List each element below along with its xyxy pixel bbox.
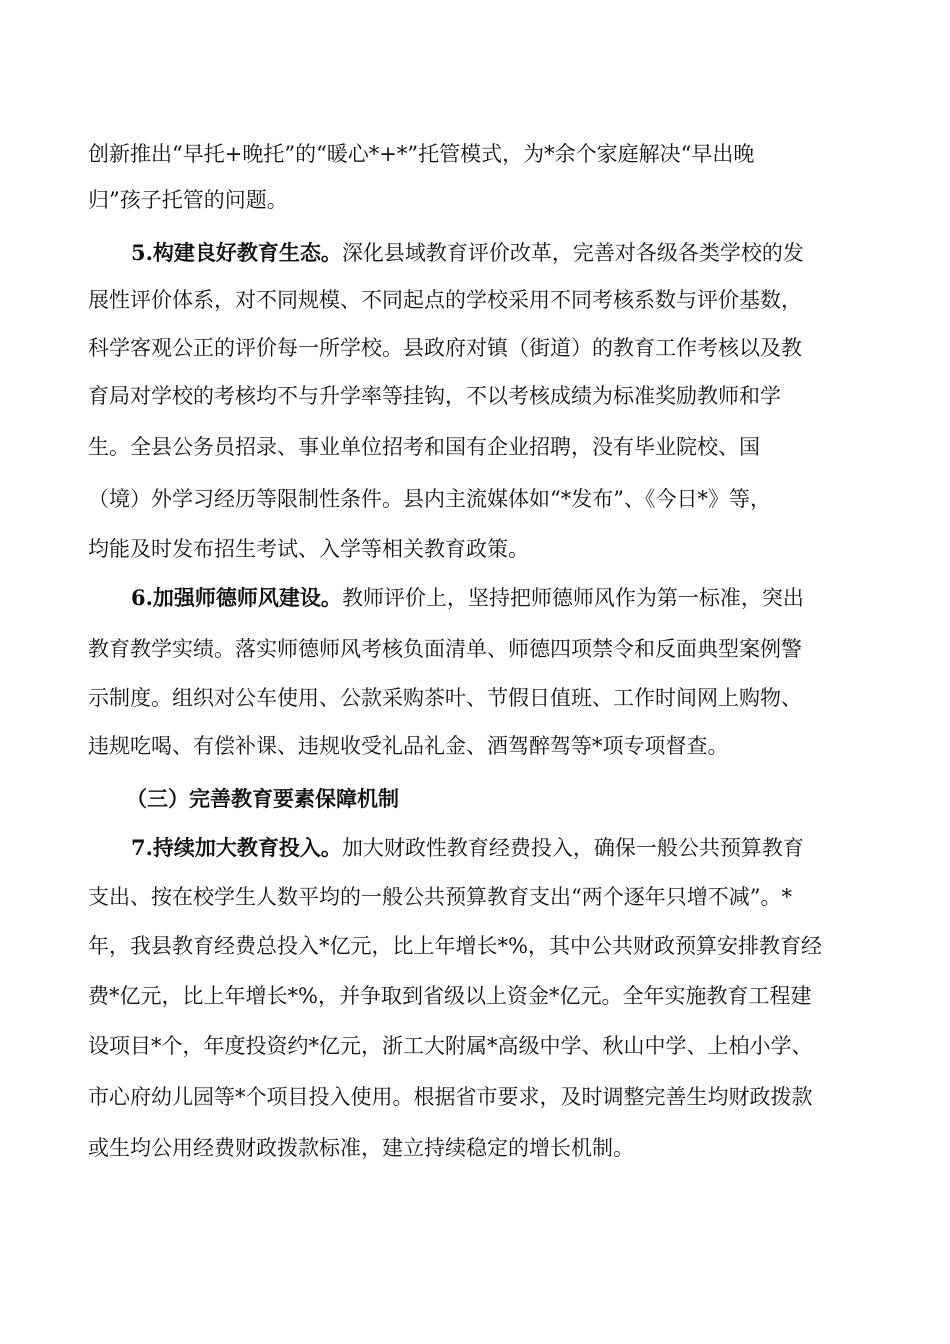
item-5-text: 深化县域教育评价改革，完善对各级各类学校的发 — [341, 241, 804, 265]
item-7-line-7: 或生均公用经费财政拨款标准，建立持续稳定的增长机制。 — [88, 1136, 634, 1160]
item-7-line-3: 年，我县教育经费总投入*亿元，比上年增长*%，其中公共财政预算安排教育经 — [88, 934, 822, 958]
item-6-line-1 — [131, 583, 804, 613]
item-5-line-5: 生。全县公务员招录、事业单位招考和国有企业招聘，没有毕业院校、国 — [88, 435, 760, 459]
item-5-heading: 5.构建良好教育生态。 — [131, 240, 342, 265]
item-7-text: 加大财政性教育经费投入，确保一般公共预算教育 — [341, 836, 804, 860]
item-5-line-6: （境）外学习经历等限制性条件。县内主流媒体如“*发布”、《今日*》等， — [88, 487, 771, 511]
item-6-line-3: 示制度。组织对公车使用、公款采购茶叶、节假日值班、工作时间网上购物、 — [88, 686, 802, 710]
section-heading-3: （三）完善教育要素保障机制 — [126, 787, 399, 811]
item-6-heading: 6.加强师德师风建设。 — [131, 585, 342, 610]
item-7-line-5: 设项目*个，年度投资约*亿元，浙工大附属*高级中学、秋山中学、上柏小学、 — [88, 1034, 813, 1058]
item-7-line-2: 支出、按在校学生人数平均的一般公共预算教育支出“两个逐年只增不减”。* — [88, 885, 792, 909]
text-line-1: 创新推出“早托+晚托”的“暖心*+*”托管模式，为*余个家庭解决“早出晚 — [88, 142, 755, 166]
item-7-line-6: 市心府幼儿园等*个项目投入使用。根据省市要求，及时调整完善生均财政拨款 — [88, 1085, 813, 1109]
text-line-2: 归”孩子托管的问题。 — [88, 188, 288, 212]
item-5-line-3: 科学客观公正的评价每一所学校。县政府对镇（街道）的教育工作考核以及教 — [88, 336, 802, 360]
item-6-line-4: 违规吃喝、有偿补课、违规收受礼品礼金、酒驾醉驾等*项专项督查。 — [88, 734, 729, 758]
item-7-line-4: 费*亿元，比上年增长*%，并争取到省级以上资金*亿元。全年实施教育工程建 — [88, 984, 812, 1008]
item-7-heading: 7.持续加大教育投入。 — [131, 835, 342, 860]
item-5-line-4: 育局对学校的考核均不与升学率等挂钩，不以考核成绩为标准奖励教师和学 — [88, 384, 781, 408]
item-6-line-2: 教育教学实绩。落实师德师风考核负面清单、师德四项禁令和反面典型案例警 — [88, 637, 802, 661]
item-5-line-2: 展性评价体系，对不同规模、不同起点的学校采用不同考核系数与评价基数， — [88, 288, 802, 312]
item-5-line-1 — [131, 238, 804, 268]
item-5-line-7: 均能及时发布招生考试、入学等相关教育政策。 — [88, 537, 529, 561]
item-6-text: 教师评价上，坚持把师德师风作为第一标准，突出 — [341, 586, 804, 610]
item-7-line-1 — [131, 833, 804, 863]
